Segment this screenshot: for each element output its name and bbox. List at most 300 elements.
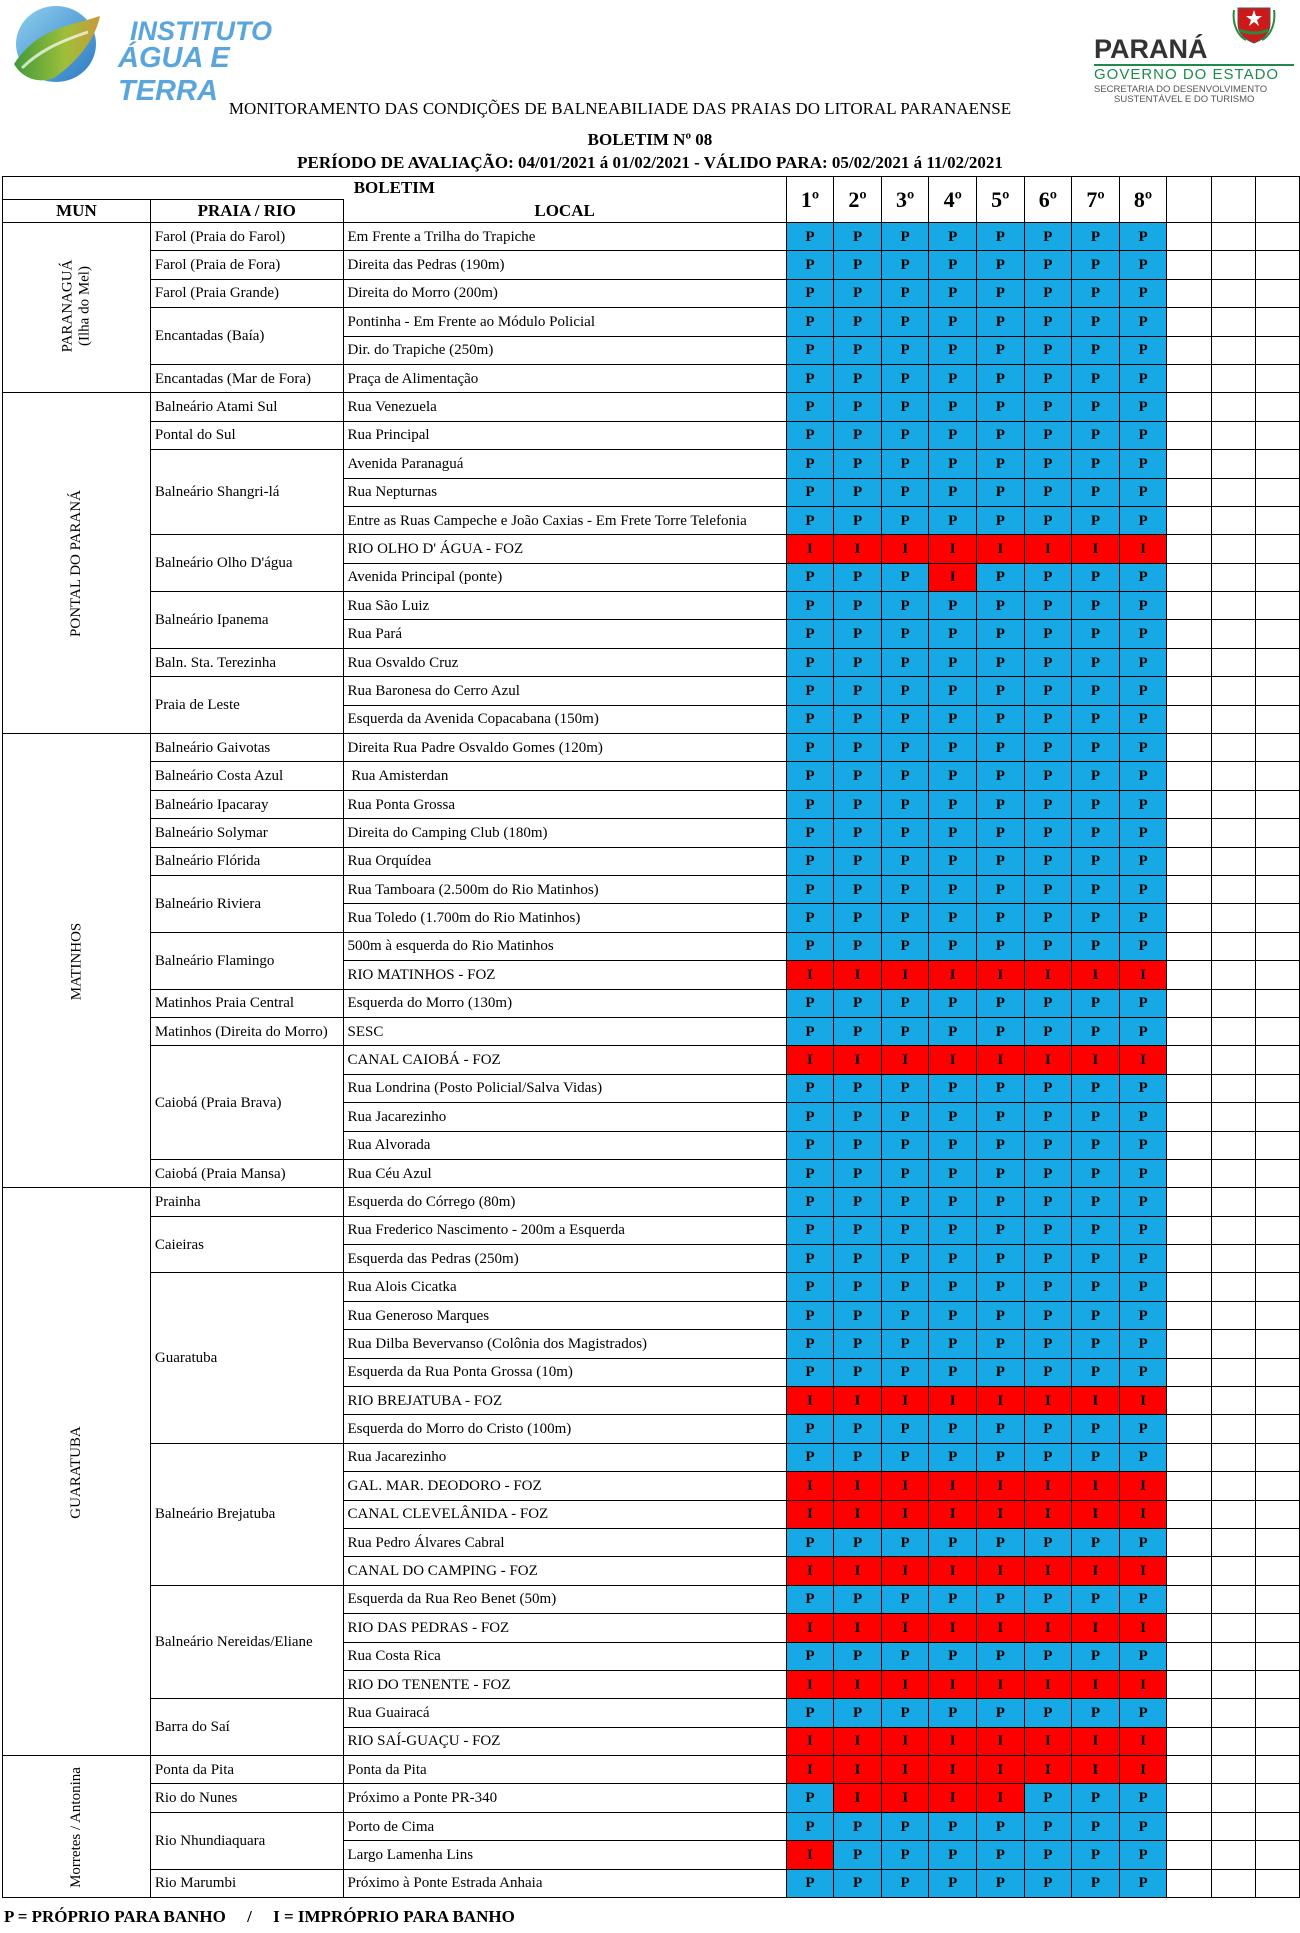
- status-proprio-cell: P: [929, 1330, 977, 1358]
- status-improprio-cell: I: [1119, 1614, 1167, 1642]
- empty-cell: [1211, 1074, 1255, 1102]
- status-improprio-cell: I: [1119, 535, 1167, 563]
- local-cell: Próximo a Ponte PR-340: [343, 1784, 786, 1812]
- empty-cell: [1167, 1159, 1211, 1187]
- status-proprio-cell: P: [1072, 1415, 1120, 1443]
- status-proprio-cell: P: [1072, 421, 1120, 449]
- local-cell: Rua Jacarezinho: [343, 1103, 786, 1131]
- status-proprio-cell: P: [929, 677, 977, 705]
- status-proprio-cell: P: [786, 1103, 834, 1131]
- empty-cell: [1255, 1443, 1299, 1471]
- praia-cell: Rio Marumbi: [150, 1869, 343, 1897]
- empty-cell: [1167, 1500, 1211, 1528]
- logo-text-instituto: INSTITUTO: [130, 16, 273, 46]
- empty-cell: [1211, 1642, 1255, 1670]
- status-proprio-cell: P: [1119, 1188, 1167, 1216]
- praia-cell: Pontal do Sul: [150, 421, 343, 449]
- empty-cell: [1167, 790, 1211, 818]
- empty-cell: [1255, 1699, 1299, 1727]
- empty-cell: [1167, 648, 1211, 676]
- status-proprio-cell: P: [1119, 904, 1167, 932]
- empty-cell: [1255, 1528, 1299, 1556]
- status-proprio-cell: P: [1119, 1869, 1167, 1897]
- table-row: [3, 989, 1300, 1017]
- empty-cell: [1255, 1585, 1299, 1613]
- local-cell: Avenida Principal (ponte): [343, 563, 786, 591]
- praia-header: PRAIA / RIO: [150, 200, 343, 223]
- empty-cell: [1255, 790, 1299, 818]
- municipio-label: Morretes / Antonina: [67, 1766, 84, 1888]
- status-proprio-cell: P: [1024, 932, 1072, 960]
- status-proprio-cell: P: [929, 1245, 977, 1273]
- empty-cell: [1211, 677, 1255, 705]
- empty-cell: [1167, 1699, 1211, 1727]
- empty-cell: [1167, 989, 1211, 1017]
- status-proprio-cell: P: [881, 251, 929, 279]
- status-proprio-cell: P: [786, 450, 834, 478]
- balneabilidade-table: [2, 176, 1300, 1898]
- status-proprio-cell: P: [1024, 1585, 1072, 1613]
- empty-cell: [1255, 308, 1299, 336]
- praia-cell: Balneário Atami Sul: [150, 393, 343, 421]
- empty-cell: [1211, 1500, 1255, 1528]
- status-proprio-cell: P: [786, 1245, 834, 1273]
- status-proprio-cell: P: [977, 506, 1025, 534]
- status-proprio-cell: P: [929, 989, 977, 1017]
- praia-cell: Barra do Saí: [150, 1699, 343, 1756]
- praia-cell: Balneário Flamingo: [150, 932, 343, 989]
- status-proprio-cell: P: [881, 904, 929, 932]
- empty-cell: [1167, 1387, 1211, 1415]
- status-proprio-cell: P: [977, 1017, 1025, 1045]
- empty-cell: [1255, 336, 1299, 364]
- table-row: [3, 790, 1300, 818]
- status-proprio-cell: P: [1024, 1017, 1072, 1045]
- status-proprio-cell: P: [881, 1188, 929, 1216]
- status-proprio-cell: P: [1024, 421, 1072, 449]
- status-improprio-cell: I: [786, 1841, 834, 1869]
- status-improprio-cell: I: [977, 1046, 1025, 1074]
- evaluation-period: PERÍODO DE AVALIAÇÃO: 04/01/2021 á 01/02/2021 - VÁLIDO PARA: 05/02/2021 á 11/02/2021: [297, 153, 1003, 172]
- empty-cell: [1211, 989, 1255, 1017]
- empty-cell: [1211, 364, 1255, 392]
- empty-cell: [1211, 535, 1255, 563]
- status-proprio-cell: P: [881, 705, 929, 733]
- praia-cell: Ponta da Pita: [150, 1756, 343, 1784]
- status-proprio-cell: P: [977, 875, 1025, 903]
- table-row: [3, 734, 1300, 762]
- table-row: [3, 1699, 1300, 1727]
- status-proprio-cell: P: [1072, 932, 1120, 960]
- empty-cell: [1211, 1415, 1255, 1443]
- local-cell: Rua Osvaldo Cruz: [343, 648, 786, 676]
- status-improprio-cell: I: [977, 1557, 1025, 1585]
- table-row: [3, 364, 1300, 392]
- status-proprio-cell: P: [1072, 364, 1120, 392]
- status-proprio-cell: P: [1072, 734, 1120, 762]
- status-improprio-cell: I: [1119, 1500, 1167, 1528]
- empty-cell: [1211, 1670, 1255, 1698]
- status-improprio-cell: I: [929, 1472, 977, 1500]
- logo-text-agua-e-terra: ÁGUA E TERRA: [118, 42, 230, 107]
- empty-cell: [1167, 251, 1211, 279]
- status-proprio-cell: P: [1024, 1103, 1072, 1131]
- empty-cell: [1167, 734, 1211, 762]
- status-proprio-cell: P: [1119, 819, 1167, 847]
- empty-cell: [1255, 223, 1299, 251]
- status-proprio-cell: P: [1024, 1841, 1072, 1869]
- local-cell: Rua Alois Cicatka: [343, 1273, 786, 1301]
- status-proprio-cell: P: [929, 364, 977, 392]
- empty-cell: [1167, 223, 1211, 251]
- status-proprio-cell: P: [786, 1699, 834, 1727]
- status-proprio-cell: P: [786, 1812, 834, 1840]
- status-improprio-cell: I: [1024, 1387, 1072, 1415]
- local-cell: GAL. MAR. DEODORO - FOZ: [343, 1472, 786, 1500]
- empty-cell: [1211, 1528, 1255, 1556]
- status-improprio-cell: I: [1024, 1756, 1072, 1784]
- empty-cell: [1255, 847, 1299, 875]
- status-proprio-cell: P: [881, 1330, 929, 1358]
- status-proprio-cell: P: [929, 790, 977, 818]
- status-proprio-cell: P: [977, 1699, 1025, 1727]
- empty-cell: [1255, 1046, 1299, 1074]
- status-improprio-cell: I: [881, 1784, 929, 1812]
- empty-cell: [1255, 1273, 1299, 1301]
- empty-cell: [1255, 1188, 1299, 1216]
- status-proprio-cell: P: [834, 1017, 882, 1045]
- empty-cell: [1167, 279, 1211, 307]
- status-proprio-cell: P: [929, 336, 977, 364]
- praia-cell: Prainha: [150, 1188, 343, 1216]
- status-improprio-cell: I: [1024, 961, 1072, 989]
- status-proprio-cell: P: [881, 1301, 929, 1329]
- status-proprio-cell: P: [786, 1131, 834, 1159]
- status-proprio-cell: P: [786, 847, 834, 875]
- table-row: [3, 932, 1300, 960]
- status-proprio-cell: P: [929, 1528, 977, 1556]
- status-proprio-cell: P: [786, 790, 834, 818]
- praia-cell: Encantadas (Baía): [150, 308, 343, 365]
- empty-cell: [1255, 506, 1299, 534]
- praia-cell: Balneário Nereidas/Eliane: [150, 1585, 343, 1699]
- status-proprio-cell: P: [1024, 904, 1072, 932]
- status-proprio-cell: P: [1072, 677, 1120, 705]
- status-proprio-cell: P: [834, 450, 882, 478]
- status-proprio-cell: P: [977, 592, 1025, 620]
- status-proprio-cell: P: [1119, 1699, 1167, 1727]
- status-proprio-cell: P: [1072, 1103, 1120, 1131]
- status-proprio-cell: P: [1024, 393, 1072, 421]
- empty-cell: [1211, 1358, 1255, 1386]
- status-proprio-cell: P: [1024, 1358, 1072, 1386]
- empty-cell: [1167, 1528, 1211, 1556]
- status-proprio-cell: P: [1119, 336, 1167, 364]
- status-proprio-cell: P: [1072, 393, 1120, 421]
- empty-cell: [1167, 620, 1211, 648]
- empty-cell: [1211, 1841, 1255, 1869]
- status-proprio-cell: P: [977, 1443, 1025, 1471]
- week-header-2: 2º: [834, 177, 882, 223]
- status-proprio-cell: P: [1024, 847, 1072, 875]
- status-proprio-cell: P: [977, 1159, 1025, 1187]
- local-cell: CANAL CLEVELÂNIDA - FOZ: [343, 1500, 786, 1528]
- local-cell: Rua Céu Azul: [343, 1159, 786, 1187]
- local-cell: Rua Pedro Álvares Cabral: [343, 1528, 786, 1556]
- empty-cell: [1211, 1812, 1255, 1840]
- empty-cell: [1255, 1670, 1299, 1698]
- empty-cell: [1211, 1159, 1255, 1187]
- mountain-logo-icon: [8, 2, 118, 88]
- empty-cell: [1255, 1131, 1299, 1159]
- status-proprio-cell: P: [786, 904, 834, 932]
- empty-cell: [1167, 563, 1211, 591]
- empty-cell: [1255, 1472, 1299, 1500]
- status-proprio-cell: P: [1119, 875, 1167, 903]
- empty-cell: [1255, 648, 1299, 676]
- status-proprio-cell: P: [881, 364, 929, 392]
- local-cell: Rua Pará: [343, 620, 786, 648]
- empty-cell: [1255, 1301, 1299, 1329]
- status-proprio-cell: P: [929, 648, 977, 676]
- status-proprio-cell: P: [1024, 648, 1072, 676]
- status-improprio-cell: I: [977, 535, 1025, 563]
- local-cell: Esquerda da Avenida Copacabana (150m): [343, 705, 786, 733]
- status-proprio-cell: P: [881, 1017, 929, 1045]
- status-proprio-cell: P: [1024, 364, 1072, 392]
- status-proprio-cell: P: [1119, 1812, 1167, 1840]
- status-proprio-cell: P: [977, 1330, 1025, 1358]
- empty-cell: [1211, 1557, 1255, 1585]
- status-proprio-cell: P: [977, 1301, 1025, 1329]
- local-cell: Porto de Cima: [343, 1812, 786, 1840]
- empty-cell: [1167, 1557, 1211, 1585]
- status-proprio-cell: P: [929, 421, 977, 449]
- local-cell: RIO DAS PEDRAS - FOZ: [343, 1614, 786, 1642]
- empty-cell: [1211, 279, 1255, 307]
- status-improprio-cell: I: [786, 1387, 834, 1415]
- status-proprio-cell: P: [1119, 648, 1167, 676]
- status-proprio-cell: P: [1072, 1841, 1120, 1869]
- status-improprio-cell: I: [1024, 535, 1072, 563]
- local-cell: Pontinha - Em Frente ao Módulo Policial: [343, 308, 786, 336]
- praia-cell: Guaratuba: [150, 1273, 343, 1443]
- empty-cell: [1211, 1472, 1255, 1500]
- status-proprio-cell: P: [881, 932, 929, 960]
- status-proprio-cell: P: [1072, 1273, 1120, 1301]
- praia-cell: Rio do Nunes: [150, 1784, 343, 1812]
- status-proprio-cell: P: [977, 450, 1025, 478]
- logo-text-governo: GOVERNO DO ESTADO: [1094, 66, 1280, 83]
- empty-cell: [1211, 308, 1255, 336]
- status-proprio-cell: P: [786, 563, 834, 591]
- status-proprio-cell: P: [1072, 904, 1120, 932]
- empty-cell: [1255, 875, 1299, 903]
- status-improprio-cell: I: [881, 1472, 929, 1500]
- empty-cell: [1211, 1131, 1255, 1159]
- status-proprio-cell: P: [977, 1415, 1025, 1443]
- empty-cell: [1211, 1103, 1255, 1131]
- empty-header-cell: [1167, 177, 1211, 223]
- municipio-label: PARANAGUÁ (Ilha do Mel): [59, 259, 93, 353]
- status-proprio-cell: P: [1119, 1103, 1167, 1131]
- status-proprio-cell: P: [977, 762, 1025, 790]
- status-proprio-cell: P: [929, 1131, 977, 1159]
- table-row: [3, 1159, 1300, 1187]
- status-proprio-cell: P: [1024, 620, 1072, 648]
- empty-cell: [1211, 961, 1255, 989]
- status-improprio-cell: I: [1024, 1614, 1072, 1642]
- empty-cell: [1167, 1188, 1211, 1216]
- praia-cell: Farol (Praia de Fora): [150, 251, 343, 279]
- status-proprio-cell: P: [786, 279, 834, 307]
- local-cell: 500m à esquerda do Rio Matinhos: [343, 932, 786, 960]
- municipio-cell: [3, 393, 151, 734]
- status-proprio-cell: P: [1119, 1585, 1167, 1613]
- status-proprio-cell: P: [881, 875, 929, 903]
- status-improprio-cell: I: [834, 1500, 882, 1528]
- status-proprio-cell: P: [977, 1869, 1025, 1897]
- status-proprio-cell: P: [977, 1358, 1025, 1386]
- status-improprio-cell: I: [881, 1557, 929, 1585]
- local-cell: Direita do Morro (200m): [343, 279, 786, 307]
- empty-cell: [1255, 450, 1299, 478]
- status-proprio-cell: P: [977, 847, 1025, 875]
- empty-cell: [1167, 364, 1211, 392]
- empty-cell: [1167, 1472, 1211, 1500]
- empty-cell: [1167, 932, 1211, 960]
- empty-cell: [1167, 677, 1211, 705]
- status-proprio-cell: P: [977, 1131, 1025, 1159]
- status-proprio-cell: P: [834, 1301, 882, 1329]
- local-cell: Rua Alvorada: [343, 1131, 786, 1159]
- municipio-label: MATINHOS: [67, 922, 84, 1000]
- status-proprio-cell: P: [977, 279, 1025, 307]
- status-proprio-cell: P: [881, 223, 929, 251]
- status-proprio-cell: P: [1072, 1131, 1120, 1159]
- status-proprio-cell: P: [977, 734, 1025, 762]
- status-proprio-cell: P: [929, 1841, 977, 1869]
- local-cell: Dir. do Trapiche (250m): [343, 336, 786, 364]
- status-proprio-cell: P: [977, 1188, 1025, 1216]
- empty-cell: [1255, 620, 1299, 648]
- empty-cell: [1167, 478, 1211, 506]
- status-proprio-cell: P: [1119, 1159, 1167, 1187]
- status-proprio-cell: P: [881, 1159, 929, 1187]
- status-proprio-cell: P: [929, 450, 977, 478]
- empty-cell: [1211, 1273, 1255, 1301]
- empty-cell: [1167, 1585, 1211, 1613]
- status-proprio-cell: P: [977, 393, 1025, 421]
- empty-cell: [1211, 1869, 1255, 1897]
- empty-cell: [1255, 1727, 1299, 1755]
- municipio-label: GUARATUBA: [67, 1425, 84, 1519]
- local-cell: Próximo à Ponte Estrada Anhaia: [343, 1869, 786, 1897]
- empty-cell: [1167, 506, 1211, 534]
- status-proprio-cell: P: [1119, 1415, 1167, 1443]
- table-row: [3, 847, 1300, 875]
- table-row: [3, 648, 1300, 676]
- local-cell: Direita Rua Padre Osvaldo Gomes (120m): [343, 734, 786, 762]
- status-proprio-cell: P: [977, 421, 1025, 449]
- status-proprio-cell: P: [1024, 734, 1072, 762]
- report-title: [0, 99, 1300, 119]
- table-row: [3, 677, 1300, 705]
- status-improprio-cell: I: [1072, 1670, 1120, 1698]
- status-proprio-cell: P: [1024, 308, 1072, 336]
- empty-cell: [1255, 734, 1299, 762]
- empty-cell: [1255, 535, 1299, 563]
- status-proprio-cell: P: [1119, 1131, 1167, 1159]
- status-proprio-cell: P: [929, 904, 977, 932]
- status-proprio-cell: P: [786, 677, 834, 705]
- status-proprio-cell: P: [1024, 1528, 1072, 1556]
- status-proprio-cell: P: [929, 1869, 977, 1897]
- status-proprio-cell: P: [834, 393, 882, 421]
- table-row: [3, 223, 1300, 251]
- status-proprio-cell: P: [929, 1216, 977, 1244]
- status-proprio-cell: P: [977, 251, 1025, 279]
- status-proprio-cell: P: [1119, 1074, 1167, 1102]
- status-proprio-cell: P: [1072, 705, 1120, 733]
- empty-cell: [1211, 1216, 1255, 1244]
- week-header-1: 1º: [786, 177, 834, 223]
- status-proprio-cell: P: [1072, 450, 1120, 478]
- status-improprio-cell: I: [1072, 1727, 1120, 1755]
- status-proprio-cell: P: [786, 1017, 834, 1045]
- status-improprio-cell: I: [1119, 1756, 1167, 1784]
- status-proprio-cell: P: [881, 1245, 929, 1273]
- status-proprio-cell: P: [834, 734, 882, 762]
- status-proprio-cell: P: [1119, 251, 1167, 279]
- empty-cell: [1255, 1784, 1299, 1812]
- status-proprio-cell: P: [929, 1103, 977, 1131]
- status-improprio-cell: I: [1024, 1046, 1072, 1074]
- status-proprio-cell: P: [977, 705, 1025, 733]
- empty-cell: [1255, 279, 1299, 307]
- status-proprio-cell: P: [834, 1159, 882, 1187]
- empty-cell: [1255, 1074, 1299, 1102]
- praia-cell: Balneário Ipanema: [150, 592, 343, 649]
- status-proprio-cell: P: [786, 421, 834, 449]
- status-proprio-cell: P: [1072, 1443, 1120, 1471]
- empty-cell: [1211, 847, 1255, 875]
- empty-cell: [1255, 1756, 1299, 1784]
- status-proprio-cell: P: [786, 705, 834, 733]
- empty-cell: [1255, 819, 1299, 847]
- table-row: [3, 1017, 1300, 1045]
- status-proprio-cell: P: [881, 1528, 929, 1556]
- status-improprio-cell: I: [977, 1472, 1025, 1500]
- status-proprio-cell: P: [929, 393, 977, 421]
- boletim-header-cell: BOLETIM: [3, 177, 787, 200]
- praia-cell: Farol (Praia do Farol): [150, 223, 343, 251]
- empty-cell: [1211, 1585, 1255, 1613]
- status-proprio-cell: P: [929, 1301, 977, 1329]
- status-proprio-cell: P: [929, 875, 977, 903]
- status-proprio-cell: P: [1119, 1642, 1167, 1670]
- status-proprio-cell: P: [881, 308, 929, 336]
- status-proprio-cell: P: [834, 847, 882, 875]
- local-cell: Direita do Camping Club (180m): [343, 819, 786, 847]
- status-proprio-cell: P: [881, 790, 929, 818]
- local-cell: Rua Ponta Grossa: [343, 790, 786, 818]
- status-proprio-cell: P: [881, 1869, 929, 1897]
- status-proprio-cell: P: [786, 506, 834, 534]
- table-row: [3, 251, 1300, 279]
- local-cell: Esquerda da Rua Ponta Grossa (10m): [343, 1358, 786, 1386]
- empty-cell: [1211, 506, 1255, 534]
